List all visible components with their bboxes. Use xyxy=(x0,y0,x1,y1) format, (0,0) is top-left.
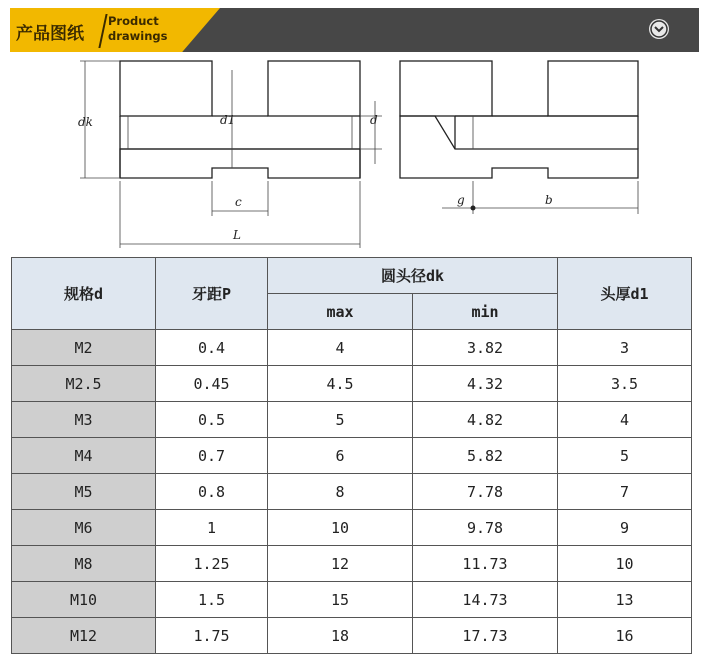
cell-thickness: 9 xyxy=(558,510,692,546)
cell-max: 15 xyxy=(268,582,413,618)
table-row xyxy=(12,330,692,366)
cell-pitch: 1.5 xyxy=(156,582,268,618)
cell-pitch: 1.75 xyxy=(156,618,268,654)
cell-min: 3.82 xyxy=(413,330,558,366)
cell-min: 9.78 xyxy=(413,510,558,546)
header-banner xyxy=(10,8,699,52)
cell-min: 7.78 xyxy=(413,474,558,510)
cell-spec: M5 xyxy=(12,474,156,510)
cell-thickness: 4 xyxy=(558,402,692,438)
table-row xyxy=(12,510,692,546)
table-row xyxy=(12,618,692,654)
table-row xyxy=(12,366,692,402)
product-drawing xyxy=(70,56,650,251)
chevron-down-circle-icon[interactable] xyxy=(649,19,669,39)
label-d1: d1 xyxy=(220,113,236,127)
cell-thickness: 16 xyxy=(558,618,692,654)
label-dk: dk xyxy=(78,115,93,129)
banner-title-en xyxy=(108,14,188,44)
label-b: b xyxy=(545,193,553,207)
label-d: d xyxy=(370,113,378,127)
cell-min: 11.73 xyxy=(413,546,558,582)
label-c: c xyxy=(235,195,242,209)
cell-pitch: 0.7 xyxy=(156,438,268,474)
cell-thickness: 7 xyxy=(558,474,692,510)
header-max: max xyxy=(268,294,413,330)
label-g: g xyxy=(457,193,465,207)
banner-title-en-line1: Product xyxy=(108,14,159,28)
header-head-thickness: 头厚d1 xyxy=(558,258,692,330)
spec-table xyxy=(11,257,692,654)
banner-title-en-line2: drawings xyxy=(108,29,168,43)
cell-max: 18 xyxy=(268,618,413,654)
side-view-right xyxy=(400,61,638,214)
cell-pitch: 0.45 xyxy=(156,366,268,402)
cell-spec: M10 xyxy=(12,582,156,618)
cell-max: 6 xyxy=(268,438,413,474)
cell-thickness: 3.5 xyxy=(558,366,692,402)
header-min: min xyxy=(413,294,558,330)
table-row xyxy=(12,546,692,582)
cell-pitch: 0.5 xyxy=(156,402,268,438)
cell-max: 4 xyxy=(268,330,413,366)
cell-spec: M6 xyxy=(12,510,156,546)
cell-spec: M3 xyxy=(12,402,156,438)
cell-max: 4.5 xyxy=(268,366,413,402)
cell-max: 5 xyxy=(268,402,413,438)
cell-thickness: 5 xyxy=(558,438,692,474)
header-pitch: 牙距P xyxy=(156,258,268,330)
cell-pitch: 0.4 xyxy=(156,330,268,366)
cell-spec: M8 xyxy=(12,546,156,582)
cell-pitch: 0.8 xyxy=(156,474,268,510)
table-row xyxy=(12,402,692,438)
cell-spec: M2 xyxy=(12,330,156,366)
table-row xyxy=(12,474,692,510)
label-L: L xyxy=(233,228,241,242)
cell-max: 12 xyxy=(268,546,413,582)
header-spec: 规格d xyxy=(12,258,156,330)
banner-title-cn: 产品图纸 xyxy=(16,24,84,44)
side-view-left xyxy=(80,61,382,248)
cell-min: 14.73 xyxy=(413,582,558,618)
table-row xyxy=(12,582,692,618)
table-row xyxy=(12,438,692,474)
cell-min: 4.32 xyxy=(413,366,558,402)
cell-min: 5.82 xyxy=(413,438,558,474)
cell-spec: M4 xyxy=(12,438,156,474)
cell-min: 4.82 xyxy=(413,402,558,438)
cell-thickness: 3 xyxy=(558,330,692,366)
cell-min: 17.73 xyxy=(413,618,558,654)
cell-spec: M2.5 xyxy=(12,366,156,402)
cell-max: 10 xyxy=(268,510,413,546)
cell-spec: M12 xyxy=(12,618,156,654)
cell-thickness: 10 xyxy=(558,546,692,582)
cell-pitch: 1.25 xyxy=(156,546,268,582)
cell-pitch: 1 xyxy=(156,510,268,546)
cell-max: 8 xyxy=(268,474,413,510)
cell-thickness: 13 xyxy=(558,582,692,618)
header-head-diameter: 圆头径dk xyxy=(268,258,558,294)
